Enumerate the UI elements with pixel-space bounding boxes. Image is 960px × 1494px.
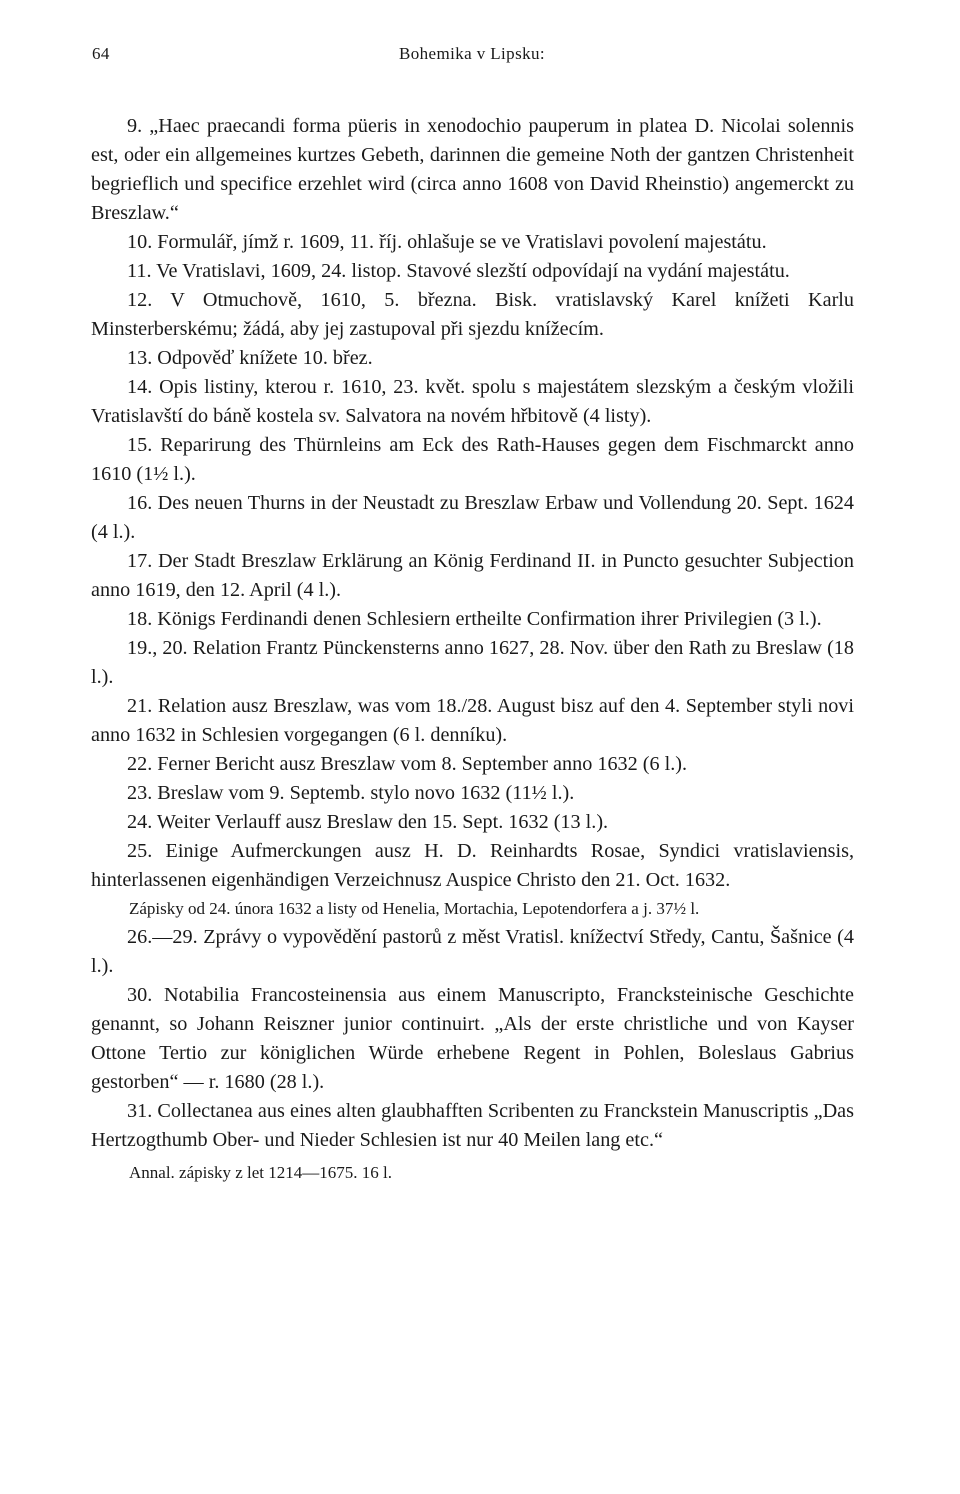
- running-title: Bohemika v Lipsku:: [398, 44, 546, 63]
- entry-16: 16. Des neuen Thurns in der Neustadt zu Breszlaw Erbaw und Vollendung 20. Sept. 1624 (4 l.).: [91, 492, 854, 543]
- entry-11: 11. Ve Vratislavi, 1609, 24. listop. Stavové slezští odpovídají na vydání majestátu.: [127, 260, 790, 282]
- page-number: 64: [92, 44, 110, 63]
- entry-22: 22. Ferner Bericht ausz Breszlaw vom 8. September anno 1632 (6 l.).: [127, 753, 688, 775]
- entry-9: 9. „Haec praecandi forma püeris in xenodochio pauperum in platea D. Nicolai solennis est, oder ein allgemeines kurtzes Gebeth, darinnen die gemeine Noth der gantzen Christenheit begrieflich und specifice erzehlet wird (circa anno 1608 von David Rheinstio) angemerckt zu Breszlaw.“: [91, 115, 854, 224]
- note-annal: Annal. zápisky z let 1214—1675. 16 l.: [129, 1163, 392, 1182]
- document-body: [91, 112, 854, 1187]
- entry-30: 30. Notabilia Francosteinensia aus einem Manuscripto, Francksteinische Geschichte genannt, so Johann Reiszner junior continuirt. „Als der erste christliche und von Kayser Ottone Tertio zur königlichen Würde erhebene Regent in Pohlen, Boleslaus Gabrius gestorben“ — r. 1680 (28 l.).: [91, 984, 854, 1093]
- entry-23: 23. Breslaw vom 9. Septemb. stylo novo 1632 (11½ l.).: [127, 782, 575, 804]
- entry-19-20: 19., 20. Relation Frantz Pünckensterns anno 1627, 28. Nov. über den Rath zu Breslaw (18 l.).: [91, 637, 854, 688]
- entry-10: 10. Formulář, jímž r. 1609, 11. říj. ohlašuje se ve Vratislavi povolení majestátu.: [127, 231, 767, 253]
- entry-21: 21. Relation ausz Breszlaw, was vom 18./28. August bisz auf den 4. September styli novi anno 1632 in Schlesien vorgegangen (6 l. denníku).: [91, 695, 854, 746]
- note-zapisky: Zápisky od 24. února 1632 a listy od Henelia, Mortachia, Lepotendorfera a j. 37½ l.: [129, 899, 700, 918]
- page-header: [92, 44, 852, 74]
- entry-12: 12. V Otmuchově, 1610, 5. března. Bisk. vratislavský Karel knížeti Karlu Minsterberskému; žádá, aby jej zastupoval při sjezdu knížecím.: [91, 289, 854, 340]
- entry-24: 24. Weiter Verlauff ausz Breslaw den 15. Sept. 1632 (13 l.).: [127, 811, 609, 833]
- entry-17: 17. Der Stadt Breszlaw Erklärung an König Ferdinand II. in Puncto gesuchter Subjection anno 1619, den 12. April (4 l.).: [91, 550, 854, 601]
- entry-13: 13. Odpověď knížete 10. břez.: [127, 347, 373, 369]
- entry-15: 15. Reparirung des Thürnleins am Eck des Rath-Hauses gegen dem Fischmarckt anno 1610 (1½ l.).: [91, 434, 854, 485]
- entry-31: 31. Collectanea aus eines alten glaubhafften Scribenten zu Franckstein Manuscriptis „Das Hertzogthumb Ober- und Nieder Schlesien ist nur 40 Meilen lang etc.“: [91, 1100, 854, 1151]
- entry-14: 14. Opis listiny, kterou r. 1610, 23. květ. spolu s majestátem slezským a českým vložili Vratislavští do báně kostela sv. Salvatora na novém hřbitově (4 listy).: [91, 376, 854, 427]
- entry-26-29: 26.—29. Zprávy o vypovědění pastorů z měst Vratisl. knížectví Středy, Cantu, Šašnice (4 l.).: [91, 926, 854, 977]
- entry-25: 25. Einige Aufmerckungen ausz H. D. Reinhardts Rosae, Syndici vratislaviensis, hinterlassenen eigenhändigen Verzeichnusz Auspice Christo den 21. Oct. 1632.: [91, 840, 854, 891]
- entry-18: 18. Königs Ferdinandi denen Schlesiern ertheilte Confirmation ihrer Privilegien (3 l.).: [127, 608, 822, 630]
